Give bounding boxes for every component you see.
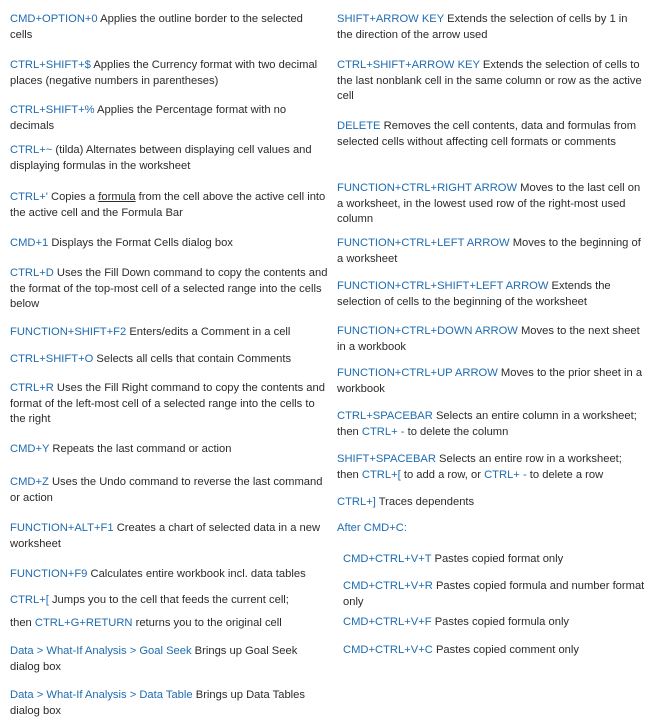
shortcut-select-column	[337, 409, 645, 440]
shortcut-desc: returns you to the original cell	[132, 617, 282, 629]
shortcut-key: FUNCTION+CTRL+LEFT ARROW	[337, 237, 510, 249]
shortcut-fill-right	[10, 381, 328, 428]
shortcut-calculate	[10, 567, 328, 583]
shortcut-percentage-format	[10, 103, 328, 134]
shortcut-prior-sheet	[337, 366, 645, 397]
after-copy-heading	[337, 521, 645, 537]
shortcut-key: FUNCTION+CTRL+UP ARROW	[337, 367, 498, 379]
shortcut-desc: Uses the Fill Right command to copy the contents and format of the left-most cell of a selected range into the cells to the right	[10, 382, 325, 425]
shortcut-desc: Pastes copied formula only	[431, 616, 570, 628]
shortcut-key: DELETE	[337, 120, 381, 132]
shortcut-desc: Pastes copied comment only	[432, 644, 579, 656]
shortcut-format-cells	[10, 236, 328, 252]
shortcut-key: CMD+CTRL+V+F	[343, 616, 432, 628]
shortcut-desc: Moves to the next sheet in a workbook	[337, 325, 640, 353]
shortcut-desc: Copies a	[47, 191, 99, 203]
shortcut-key: FUNCTION+SHIFT+F2	[10, 326, 127, 338]
shortcut-key: CMD+Y	[10, 443, 50, 455]
shortcut-data-table	[10, 688, 328, 719]
shortcut-key: FUNCTION+CTRL+SHIFT+LEFT ARROW	[337, 280, 549, 292]
shortcut-move-beginning	[337, 236, 645, 267]
shortcut-desc: Moves to the last cell on a worksheet, in the lowest used row of the right-most used column	[337, 182, 641, 225]
formula-link[interactable]: formula	[98, 191, 136, 203]
shortcut-desc: Applies the Currency format with two decimal places (negative numbers in parentheses)	[10, 59, 318, 87]
shortcut-key: CTRL+D	[10, 267, 54, 279]
shortcut-outline-border	[10, 12, 328, 43]
shortcut-paste-format	[343, 552, 645, 568]
shortcut-desc: from the cell above the active cell into the active cell and the Formula Bar	[10, 191, 326, 219]
shortcut-key: CMD+Z	[10, 476, 49, 488]
shortcut-key: CTRL+[	[361, 468, 401, 481]
shortcut-key: CMD+CTRL+V+R	[343, 580, 433, 592]
shortcut-desc: Moves to the beginning of a worksheet	[337, 237, 641, 265]
shortcut-key: CMD+CTRL+V+T	[343, 553, 432, 565]
shortcut-desc: Applies the Percentage format with no decimals	[10, 104, 287, 132]
shortcut-toggle-formulas	[10, 143, 328, 174]
shortcut-desc: Calculates entire workbook incl. data tables	[87, 568, 306, 580]
shortcut-select-comments	[10, 352, 328, 368]
shortcut-key: CMD+1	[10, 237, 49, 249]
shortcut-desc: Selects an entire row in a worksheet; then	[337, 453, 622, 481]
shortcut-prefix: then	[10, 617, 35, 629]
shortcut-trace-dependents	[337, 495, 645, 511]
shortcut-repeat	[10, 442, 328, 458]
shortcut-key: CTRL+'	[10, 191, 48, 203]
shortcut-desc: to add a row, or	[400, 468, 485, 481]
shortcut-key: FUNCTION+CTRL+RIGHT ARROW	[337, 182, 518, 194]
shortcut-desc: Removes the cell contents, data and formulas from selected cells without affecting cell formats or comments	[337, 120, 637, 148]
shortcut-desc: Repeats the last command or action	[49, 443, 232, 455]
shortcut-desc: Brings up Data Tables dialog box	[10, 689, 305, 717]
shortcut-key: CTRL+]	[337, 496, 376, 508]
shortcut-copy-formula	[10, 190, 328, 221]
shortcut-undo	[10, 475, 328, 506]
shortcut-edit-comment	[10, 325, 328, 341]
shortcut-key: SHIFT+SPACEBAR	[337, 453, 436, 465]
shortcut-select-row	[337, 452, 645, 483]
shortcut-delete	[337, 119, 645, 150]
shortcut-key: CTRL+SHIFT+$	[10, 59, 91, 71]
shortcut-desc: Displays the Format Cells dialog box	[48, 237, 233, 249]
shortcut-key: CTRL+ -	[361, 425, 405, 438]
shortcut-key: Data > What-If Analysis > Goal Seek	[10, 645, 192, 657]
shortcut-extend-selection	[337, 12, 645, 43]
shortcut-return-to-original	[10, 616, 328, 632]
shortcut-desc: Extends the selection of cells to the last nonblank cell in the same column or row as the active cell	[337, 59, 642, 102]
shortcut-key: FUNCTION+CTRL+DOWN ARROW	[337, 325, 518, 337]
shortcut-key: CTRL+ -	[484, 468, 527, 481]
shortcut-key: CTRL+SHIFT+ARROW KEY	[337, 59, 480, 71]
shortcut-desc: Uses the Fill Down command to copy the contents and the format of the top-most cell of a selected range into the cells below	[10, 267, 328, 310]
shortcut-key: CTRL+R	[10, 382, 54, 394]
shortcut-key: CTRL+SHIFT+%	[10, 104, 95, 116]
shortcut-key: CMD+OPTION+0	[10, 13, 98, 25]
shortcut-desc: Selects an entire column in a worksheet; then	[337, 410, 637, 438]
shortcut-desc: Enters/edits a Comment in a cell	[126, 326, 291, 338]
shortcut-paste-formula	[343, 615, 645, 631]
shortcut-desc: Pastes copied formula and number format only	[343, 580, 645, 608]
shortcut-key: CTRL+SHIFT+O	[10, 353, 94, 365]
shortcut-desc: (tilda) Alternates between displaying cell values and displaying formulas in the worksheet	[10, 144, 312, 172]
shortcut-key: Data > What-If Analysis > Data Table	[10, 689, 193, 701]
shortcut-desc: to delete the column	[404, 425, 509, 438]
shortcut-key: FUNCTION+ALT+F1	[10, 522, 114, 534]
shortcut-paste-formula-number	[343, 579, 645, 610]
shortcut-fill-down	[10, 266, 328, 313]
shortcut-create-chart	[10, 521, 328, 552]
shortcut-next-sheet	[337, 324, 645, 355]
shortcut-desc: Uses the Undo command to reverse the last command or action	[10, 476, 323, 504]
shortcut-extend-to-nonblank	[337, 58, 645, 105]
shortcut-desc: Selects all cells that contain Comments	[93, 353, 292, 365]
shortcut-desc: Moves to the prior sheet in a workbook	[337, 367, 643, 395]
shortcut-key: After CMD+C:	[337, 522, 407, 534]
shortcut-key: CTRL+[	[10, 594, 49, 606]
shortcut-desc: Pastes copied format only	[431, 553, 564, 565]
shortcut-key: CTRL+SPACEBAR	[337, 410, 433, 422]
shortcut-paste-comment	[343, 643, 645, 659]
shortcut-key: FUNCTION+F9	[10, 568, 88, 580]
shortcut-extend-to-beginning	[337, 279, 645, 310]
shortcut-key: CTRL+~	[10, 144, 53, 156]
shortcut-desc: Traces dependents	[375, 496, 475, 508]
shortcut-key: CTRL+G+RETURN	[34, 617, 133, 629]
shortcut-key: CMD+CTRL+V+C	[343, 644, 433, 656]
shortcut-desc: Brings up Goal Seek dialog box	[10, 645, 298, 673]
shortcut-desc: Creates a chart of selected data in a new worksheet	[10, 522, 321, 550]
shortcut-currency-format	[10, 58, 328, 89]
shortcut-goal-seek	[10, 644, 328, 675]
shortcut-desc: Extends the selection of cells by 1 in the direction of the arrow used	[337, 13, 628, 41]
shortcut-desc: Jumps you to the cell that feeds the current cell;	[48, 594, 289, 606]
shortcut-desc: to delete a row	[526, 468, 604, 481]
shortcut-key: SHIFT+ARROW KEY	[337, 13, 445, 25]
shortcut-move-last-cell	[337, 181, 645, 228]
shortcut-desc: Applies the outline border to the selected cells	[10, 13, 303, 41]
shortcut-jump-to-source	[10, 593, 328, 609]
shortcut-desc: Extends the selection of cells to the beginning of the worksheet	[337, 280, 611, 308]
